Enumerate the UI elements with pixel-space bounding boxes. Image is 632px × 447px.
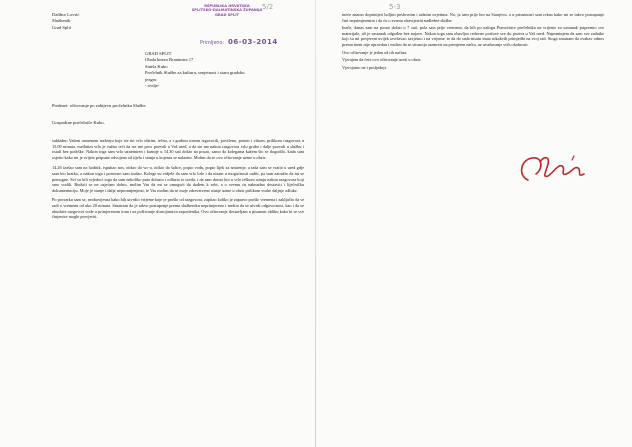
handwritten-signature xyxy=(514,150,594,190)
received-stamp xyxy=(200,38,278,46)
stamp-line-1: REPUBLIKA HRVATSKA xyxy=(204,4,250,8)
right-body-column xyxy=(342,12,604,72)
subject-line: Predmet: očitovanje po zahtjevu pročelnika Službe xyxy=(52,103,146,108)
sender-city: Grad Split xyxy=(52,24,72,30)
recipient-line: Siniša Kuko xyxy=(145,63,168,69)
body-paragraph: meće znatno doprinijeti boljim poslovnim i radnim uvjetima. No, ja sam prije bio na Sarajevu, a u prisutnosti sam rekao kako mi se takvo postupanje čini neprimjerenim i da ću o svemu obavijestiti nadležne službe. xyxy=(342,12,604,23)
sender-block xyxy=(52,12,79,31)
body-paragraph: Vjerojatno ne i posljednji. xyxy=(342,64,387,70)
recipient-line: Obala kneza Branimira 17 xyxy=(145,57,194,63)
body-paragraph: Inače, danas sam na posao došao u 7 sati, pola sata prije vremena, da bih po nalogu Pomoćnice pročelnika na vrijeme za sastanak pripremio sve materijale, ali je sastanak odgođen bez najave. Nakon toga sam obavljao redovne poslove sve do poziva u Vaš ured. Napominjem da sam sve zadatke koji su mi povjereni uvijek izvršavao savjesno i na vrijeme, te da do sada nisam imao nikakvih primjedbi na svoj rad. Stoga smatram da ovakav odnos prema meni nije opravdan i molim da se situacija razmotri na primjeren način, uz uvažavanje svih okolnosti. xyxy=(342,25,604,47)
recipient-block xyxy=(145,51,245,89)
received-date: 06-03-2014 xyxy=(228,38,278,46)
body-paragraph: sukladno Vašem usmenom traženju koje ste mi vrlo oštrim, tečno, a i grubim tonom izgovorili, povišeno, potom i vikom, prilikom razgovora u 15.09 minuta, međutim vrlo je važno reći da ste me prvo pozvali u Vaš ured, a da ste me nakon razgovora vrlo grubo i dalje pozvali u službu i ostali bez podrške. Nakon toga sam vrlo uznemiren i kasnije u 14.30 sati došao na posao, samo da kolegama kažem što se dogodilo, kada sam osjetio kako mi je svijest potpuno odvojena od tijela i stanja u kojemu se nalazim. Molim da se ovo očitovanje uzme u obzir. xyxy=(52,138,304,160)
salutation: Gospodine pročelniče Kuko, xyxy=(52,120,105,125)
handwritten-mark-right: 5-3 xyxy=(389,3,401,11)
page-fold-divider xyxy=(315,0,316,447)
recipient-line: GRAD SPLIT xyxy=(145,51,172,56)
registry-stamp xyxy=(179,4,275,17)
stamp-line-3: GRAD SPLIT xyxy=(214,12,240,17)
sender-name: Dalibor Lovrić xyxy=(52,12,80,17)
body-paragraph: Po povratku sam se, neobavijesna kako bih utvrdio vrijeme koje je prošlo od razgovora, zapitao koliko je zapravo prošlo vremena i zaključio da se radi o vremenu od oko 20 minuta. Smatram da je takvo postupanje prema službeniku neprimjereno i molim da se utvrdi odgovornost, kao i da se ubuduće razgovori vode u primjerenom tonu i uz poštivanje dostojanstva zaposlenika. Ovo očitovanje dostavljam u pisanom obliku kako bi se sve činjenice mogle provjeriti. xyxy=(52,197,304,220)
recipient-line: Pročelnik Službe za kulturu, umjetnost i staru gradsku xyxy=(145,70,245,76)
handwritten-mark-top: 5/2 xyxy=(262,3,274,11)
stamp-line-2: SPLITSKO-DALMATINSKA ŽUPANIJA xyxy=(191,8,263,13)
recipient-line: - ovdje- xyxy=(145,83,160,89)
recipient-line: jezgru xyxy=(145,76,157,82)
body-paragraph: 14.26 izašao sam na hodnik, ispuhao nos, otišao do wc-a, otišao do šalice, popio vodu, popio lijek za smirenje, a tada sam se vratio u ured gdje sam bio kratko, a nakon toga i ponovno sam izašao. Kolege su vidjele da sam vrlo loše i da nisam u mogućnosti raditi, pa sam zatražio da mi se pomogne. Svi su bili svjedoci toga da sam nekoliko puta dolazio i odlazio iz ureda, i da sam doista bio u vrlo teškom stanju nakon razgovora koji smo vodili. Budući se ne osjećam dobro, molim Vas da mi se omogući da dođem k sebi, a o svemu ću naknadno dostaviti i liječničku dokumentaciju. Moje je stanje i dalje nepromijenjeno, te Vas molim da se moje zdravstveno stanje uzme u obzir prilikom svake daljnje odluke. xyxy=(52,165,304,193)
sender-role: Službenik xyxy=(52,18,71,24)
received-label: Primljeno: xyxy=(200,41,224,46)
left-body-column xyxy=(52,138,304,222)
body-paragraph: Ovo očitovanje je jedan od tih načina. xyxy=(342,49,408,55)
body-paragraph: Vjerujem da ćete ovo očitovanje uzeti u obzir. xyxy=(342,57,422,63)
